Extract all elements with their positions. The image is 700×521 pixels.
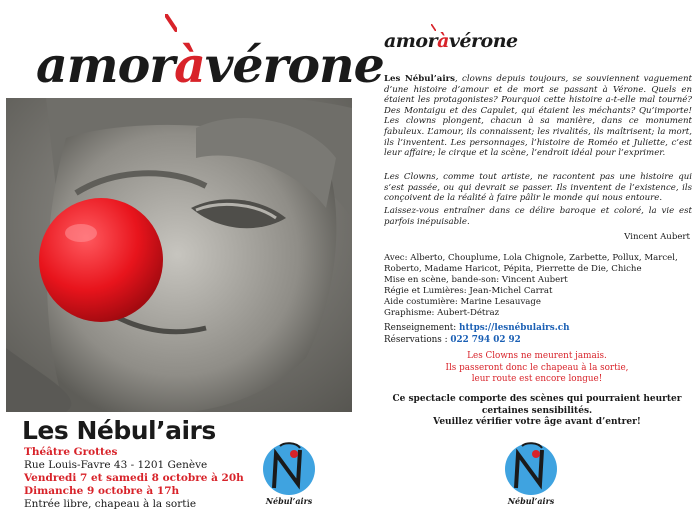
brand-small-pre: amor: [384, 30, 438, 52]
dates-line2: Dimanche 9 octobre à 17h: [24, 485, 180, 497]
paragraph-3: Laissez-vous entraîner dans ce délire baroque et coloré, la vie est parfois inépuisable.: [384, 206, 692, 227]
nebulairs-logo-icon: [254, 440, 324, 498]
phone-link[interactable]: 022 794 02 92: [450, 335, 521, 345]
brand-small-post: vérone: [448, 30, 518, 52]
venue-address: Rue Louis-Favre 43 - 1201 Genève: [24, 459, 208, 471]
brand-post: vérone: [204, 36, 384, 94]
accent-mark: [165, 14, 177, 32]
nebulairs-logo-icon: [496, 440, 566, 498]
info-line: [384, 322, 692, 334]
reservation-label: Réservations :: [384, 335, 451, 345]
venue-info: [24, 446, 254, 511]
warning-line: Veuillez vérifier votre âge avant d’entrer!: [433, 417, 641, 428]
reservation-line: [384, 334, 692, 346]
motto-line: Les Clowns ne meurent jamais.: [467, 351, 607, 361]
paragraph-2: Les Clowns, comme tout artiste, ne racontent pas une histoire qui s’est passée, ou qui devrait se passer. Ils inventent de l’existence, ils conçoivent de la réalité à faire pâlir le monde qui nous entoure.: [384, 172, 692, 204]
nebulairs-logo-right: [496, 440, 566, 512]
brand-mid: à: [174, 36, 205, 94]
venue-name: Théâtre Grottes: [24, 446, 118, 458]
intro-text: , clowns depuis toujours, se souviennent vaguement d’une histoire d’amour et de mort se passant à Vérone. Quels en étaient les protagonistes? Pourquoi cette histoire a-t-elle mal tourné? Des Montaigu et des Capulet, qui étaient les méchants? Qu’importe! Les clowns plongent, chacun à sa manière, dans ce monument fabuleux. L’amour, ils connaissent; les rivalités, ils maîtrisent; la mort, ils l’inventent. Les personnages, l’histoire de Roméo et Juliette, c’est leur affaire; le cirque et la scène, l’endroit idéal pour l’exprimer.: [384, 74, 692, 159]
contact-info: [384, 322, 692, 346]
nebulairs-logo-left: [254, 440, 324, 512]
warning-line: certaines sensibilités.: [481, 405, 593, 416]
intro-bold: Les Nébul’airs: [384, 74, 455, 84]
dates-line1: Vendredi 7 et samedi 8 octobre à 20h: [24, 472, 244, 484]
company-title: Les Nébul’airs: [22, 416, 216, 445]
accent-mark-small: [431, 24, 436, 31]
motto: [380, 351, 694, 386]
credit-line: Avec: Alberto, Chouplume, Lola Chignole, Zarbette, Pollux, Marcel, Roberto, Madame Haricot, Pépita, Pierrette de Die, Chiche: [384, 253, 678, 274]
credit-line: Graphisme: Aubert-Détraz: [384, 307, 500, 318]
website-link[interactable]: https://lesnébulairs.ch: [459, 323, 570, 333]
brand-pre: amor: [36, 36, 175, 94]
credit-line: Aide costumière: Marine Lesauvage: [384, 296, 542, 307]
credit-line: Mise en scène, bande-son: Vincent Aubert: [384, 274, 568, 285]
info-label: Renseignement:: [384, 323, 460, 333]
brand-title-small: [384, 30, 518, 52]
motto-line: leur route est encore longue!: [471, 374, 603, 384]
right-page: [380, 0, 694, 521]
logo-label-left: Nébul’airs: [265, 496, 313, 506]
intro-paragraph: [384, 74, 692, 159]
brand-title-large: [36, 14, 384, 100]
entry-info: Entrée libre, chapeau à la sortie: [24, 498, 197, 510]
content-warning: [380, 394, 694, 429]
warning-line: Ce spectacle comporte des scènes qui pourraient heurter: [392, 394, 682, 404]
motto-line: Ils passeront donc le chapeau à la sortie,: [445, 362, 629, 373]
clown-statue-photo: [6, 98, 352, 412]
credit-line: Régie et Lumières: Jean-Michel Carrat: [384, 285, 553, 296]
brand-small-mid: à: [437, 30, 449, 52]
signature: Vincent Aubert: [624, 232, 690, 242]
credits-list: [384, 253, 692, 318]
logo-label-right: Nébul’airs: [507, 496, 555, 506]
